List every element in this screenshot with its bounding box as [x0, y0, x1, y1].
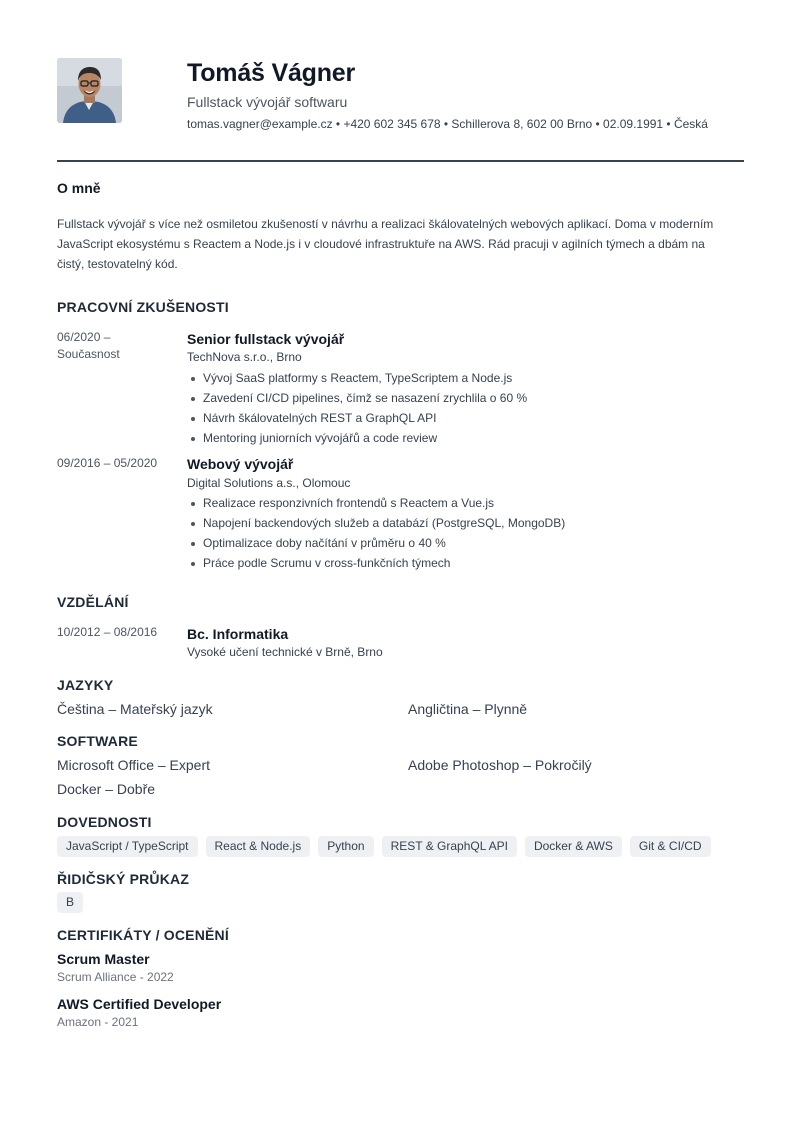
- job-bullet: Návrh škálovatelných REST a GraphQL API: [187, 408, 527, 428]
- license-heading: ŘIDIČSKÝ PRŮKAZ: [57, 871, 190, 887]
- job-bullet: Práce podle Scrumu v cross-funkčních týmech: [187, 553, 565, 573]
- software-heading: SOFTWARE: [57, 733, 138, 749]
- job-title: Senior fullstack vývojář: [187, 331, 345, 347]
- certificate-title: Scrum Master: [57, 951, 150, 967]
- license-tag: B: [57, 892, 83, 913]
- certificate-sub: Amazon - 2021: [57, 1015, 139, 1029]
- education-title: Bc. Informatika: [187, 626, 289, 642]
- certificate-sub: Scrum Alliance - 2022: [57, 970, 174, 984]
- software-item: Adobe Photoshop – Pokročilý: [408, 757, 592, 773]
- software-item: Microsoft Office – Expert: [57, 757, 211, 773]
- education-school: Vysoké učení technické v Brně, Brno: [187, 645, 383, 659]
- job-company: TechNova s.r.o., Brno: [187, 350, 302, 364]
- skill-tag: Git & CI/CD: [630, 836, 711, 857]
- education-heading: VZDĚLÁNÍ: [57, 594, 129, 610]
- job-bullets: [187, 368, 527, 448]
- skill-tag: REST & GraphQL API: [382, 836, 517, 857]
- about-text: Fullstack vývojář s více než osmiletou zkušeností v návrhu a realizaci škálovatelných webových aplikací. Doma v moderním JavaScript ekosystému s Reactem a Node.js i v cloudové infrastruktuře na AWS. Rád pracuji v agilních týmech a dbám na čistý, testovatelný kód.: [57, 217, 714, 271]
- job-bullet: Realizace responzivních frontendů s Reactem a Vue.js: [187, 493, 565, 513]
- person-name: Tomáš Vágner: [187, 59, 356, 87]
- job-bullet: Zavedení CI/CD pipelines, čímž se nasazení zrychlila o 60 %: [187, 388, 527, 408]
- skill-tag: Docker & AWS: [525, 836, 622, 857]
- skill-tag: JavaScript / TypeScript: [57, 836, 198, 857]
- languages-heading: JAZYKY: [57, 677, 114, 693]
- job-company: Digital Solutions a.s., Olomouc: [187, 476, 351, 490]
- license-tags: [57, 892, 83, 913]
- job-bullet: Vývoj SaaS platformy s Reactem, TypeScriptem a Node.js: [187, 368, 527, 388]
- job-bullet: Optimalizace doby načítání v průměru o 40 %: [187, 533, 565, 553]
- skill-tag: Python: [318, 836, 373, 857]
- cv-header: [57, 58, 744, 162]
- job-date: 09/2016 – 05/2020: [57, 456, 158, 470]
- experience-heading: PRACOVNÍ ZKUŠENOSTI: [57, 299, 229, 315]
- job-date: 06/2020 – Současnost: [57, 330, 120, 361]
- certificates-heading: CERTIFIKÁTY / OCENĚNÍ: [57, 927, 229, 943]
- education-date: 10/2012 – 08/2016: [57, 625, 158, 639]
- job-role: Fullstack vývojář softwaru: [187, 94, 348, 110]
- language-item: Angličtina – Plynně: [408, 701, 528, 717]
- profile-photo: [57, 58, 122, 123]
- certificate-title: AWS Certified Developer: [57, 996, 222, 1012]
- job-bullet: Napojení backendových služeb a databází (PostgreSQL, MongoDB): [187, 513, 565, 533]
- skills-tags: [57, 836, 711, 857]
- about-heading: O mně: [57, 180, 101, 196]
- job-bullet: Mentoring juniorních vývojářů a code review: [187, 428, 527, 448]
- software-item: Docker – Dobře: [57, 781, 156, 797]
- skills-heading: DOVEDNOSTI: [57, 814, 152, 830]
- language-item: Čeština – Mateřský jazyk: [57, 701, 213, 717]
- contact-line: tomas.vagner@example.cz • +420 602 345 678 • Schillerova 8, 602 00 Brno • 02.09.1991 • Česká: [187, 117, 708, 131]
- skill-tag: React & Node.js: [206, 836, 311, 857]
- job-bullets: [187, 493, 565, 573]
- job-title: Webový vývojář: [187, 456, 294, 472]
